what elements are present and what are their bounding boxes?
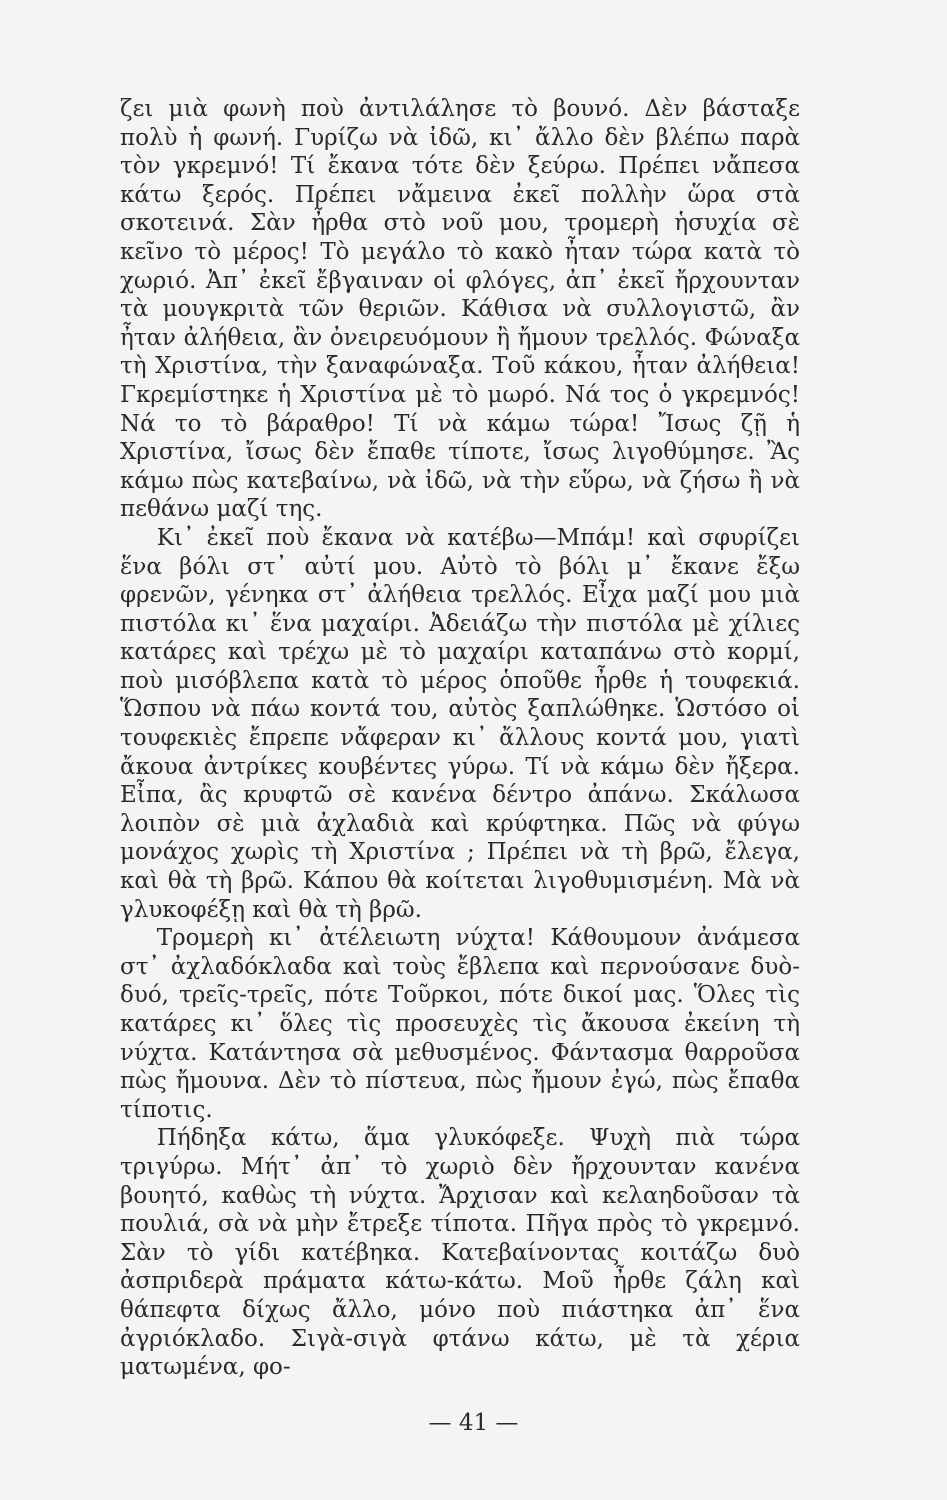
body-text [120, 95, 800, 1382]
paragraph: Τρομερὴ κι᾿ ἀτέλειωτη νύχτα! Κάθουμουν ἀνάμεσα στ᾿ ἀχλαδόκλαδα καὶ τοὺς ἔβλεπα καὶ περνούσανε δυὸ-δυό, τρεῖς-τρεῖς, πότε Τοῦρκοι, πότε δικοί μας. Ὅλες τὶς κατάρες κι᾿ ὅλες τὶς προσευχὲς τὶς ἄκουσα ἐκείνη τὴ νύχτα. Κατάντησα σὰ μεθυσμένος. Φάντασμα θαρροῦσα πὼς ἤμουνα. Δὲν τὸ πίστευα, πὼς ἤμουν ἐγώ, πὼς ἔπαθα τίποτις. [120, 925, 800, 1123]
paragraph: Πήδηξα κάτω, ἅμα γλυκόφεξε. Ψυχὴ πιὰ τώρα τριγύρω. Μήτ᾿ ἀπ᾿ τὸ χωριὸ δὲν ἤρχουνταν κανένα βουητό, καθὼς τὴ νύχτα. Ἄρχισαν καὶ κελαηδοῦσαν τὰ πουλιά, σὰ νὰ μὴν ἔτρεξε τίποτα. Πῆγα πρὸς τὸ γκρεμνό. Σὰν τὸ γίδι κατέβηκα. Κατεβαίνοντας κοιτάζω δυὸ ἀσπριδερὰ πράματα κάτω-κάτω. Μοῦ ἦρθε ζάλη καὶ θάπεφτα δίχως ἄλλο, μόνο ποὺ πιάστηκα ἀπ᾿ ἕνα ἀγριόκλαδο. Σιγὰ-σιγὰ φτάνω κάτω, μὲ τὰ χέρια ματωμένα, φο- [120, 1125, 800, 1381]
paragraph: Κι᾿ ἐκεῖ ποὺ ἔκανα νὰ κατέβω—Μπάμ! καὶ σφυρίζει ἕνα βόλι στ᾿ αὐτί μου. Αὐτὸ τὸ βόλι μ᾿ ἔκανε ἔξω φρενῶν, γένηκα στ᾿ ἀλήθεια τρελλός. Εἶχα μαζί μου μιὰ πιστόλα κι᾿ ἕνα μαχαίρι. Ἀδειάζω τὴν πιστόλα μὲ χίλιες κατάρες καὶ τρέχω μὲ τὸ μαχαίρι καταπάνω στὸ κορμί, ποὺ μισόβλεπα κατὰ τὸ μέρος ὁποῦθε ἦρθε ἡ τουφεκιά. Ὥσπου νὰ πάω κοντά του, αὐτὸς ξαπλώθηκε. Ὡστόσο οἱ τουφεκιὲς ἔπρεπε νἄφεραν κι᾿ ἄλλους κοντά μου, γιατὶ ἄκουα ἀντρίκες κουβέντες γύρω. Τί νὰ κάμω δὲν ἤξερα. Εἶπα, ἂς κρυφτῶ σὲ κανένα δέντρο ἀπάνω. Σκάλωσα λοιπὸν σὲ μιὰ ἀχλαδιὰ καὶ κρύφτηκα. Πῶς νὰ φύγω μονάχος χωρὶς τὴ Χριστίνα ; Πρέπει νὰ τὴ βρῶ, ἔλεγα, καὶ θὰ τὴ βρῶ. Κάπου θὰ κοίτεται λιγοθυμισμένη. Μὰ νὰ γλυκοφέξῃ καὶ θὰ τὴ βρῶ. [120, 524, 800, 923]
page-number: — 41 — [428, 1410, 519, 1436]
paragraph-continuation: ζει μιὰ φωνὴ ποὺ ἀντιλάλησε τὸ βουνό. Δὲν βάσταξε πολὺ ἡ φωνή. Γυρίζω νὰ ἰδῶ, κι᾿ ἄλλο δὲν βλέπω παρὰ τὸν γκρεμνό! Τί ἔκανα τότε δὲν ξεύρω. Πρέπει νἄπεσα κάτω ξερός. Πρέπει νἄμεινα ἐκεῖ πολλὴν ὥρα στὰ σκοτεινά. Σὰν ἦρθα στὸ νοῦ μου, τρομερὴ ἡσυχία σὲ κεῖνο τὸ μέρος! Τὸ μεγάλο τὸ κακὸ ἦταν τώρα κατὰ τὸ χωριό. Ἀπ᾿ ἐκεῖ ἔβγαιναν οἱ φλόγες, ἀπ᾿ ἐκεῖ ἤρχουνταν τὰ μουγκριτὰ τῶν θεριῶν. Κάθισα νὰ συλλογιστῶ, ἂν ἦταν ἀλήθεια, ἂν ὀνειρευόμουν ἢ ἤμουν τρελλός. Φώναξα τὴ Χριστίνα, τὴν ξαναφώναξα. Τοῦ κάκου, ἦταν ἀλήθεια! Γκρεμίστηκε ἡ Χριστίνα μὲ τὸ μωρό. Νά τος ὁ γκρεμνός! Νά το τὸ βάραθρο! Τί νὰ κάμω τώρα! Ἴσως ζῇ ἡ Χριστίνα, ἴσως δὲν ἔπαθε τίποτε, ἴσως λιγοθύμησε. Ἂς κάμω πὼς κατεβαίνω, νὰ ἰδῶ, νὰ τὴν εὕρω, νὰ ζήσω ἢ νὰ πεθάνω μαζί της. [120, 96, 800, 523]
